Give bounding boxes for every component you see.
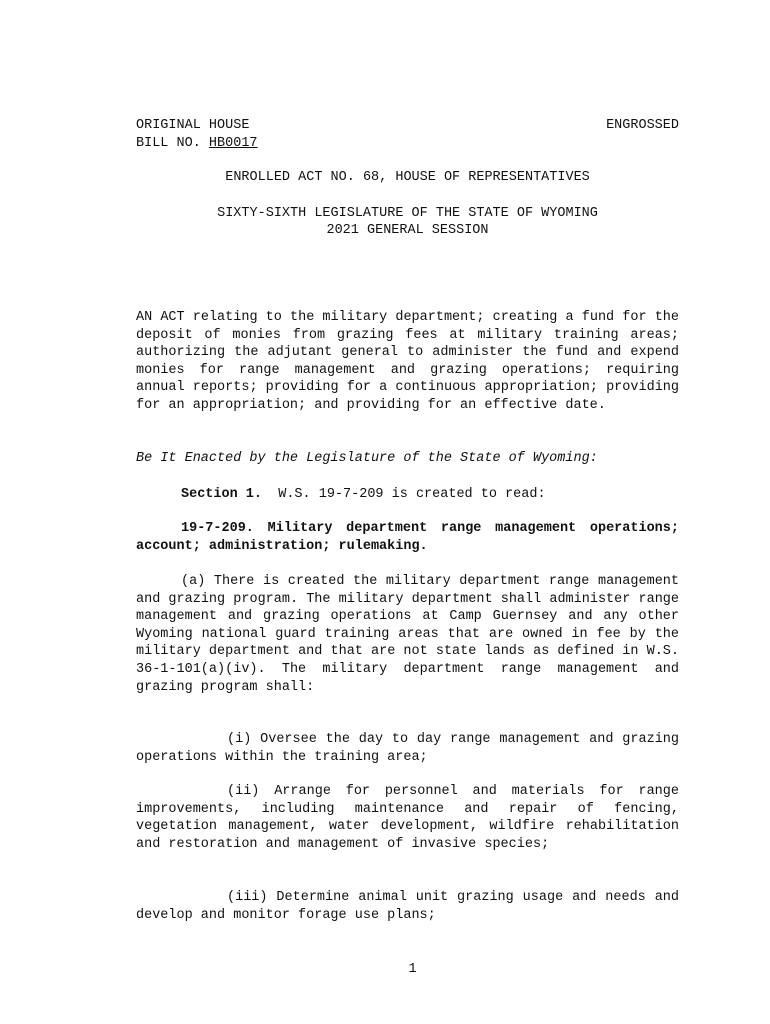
act-summary-paragraph: AN ACT relating to the military department; creating a fund for the deposit of monies from grazing fees at military training areas; authorizing the adjutant general to administer the fund and expend monies for range management and grazing operations; requiring annual reports; providing for a continuous appropriation; providing for an appropriation; and providing for an effective date. [136,310,679,413]
section-1-label: Section 1. [181,487,263,502]
page-number: 1 [408,962,417,977]
section-1-text: W.S. 19-7-209 is created to read: [278,487,546,502]
subsection-a-paragraph: (a) There is created the military department range management and grazing program. The military department shall administer range management and grazing operations at Camp Guernsey and any other Wyoming national guard training areas that are owned in fee by the military department and that are not state lands as defined in W.S. 36-1-101(a)(iv). The military department range management and grazing program shall: [136,574,679,695]
statute-heading: 19-7-209. Military department range management operations; account; administration; rulemaking. [136,521,679,554]
bill-number-line [136,135,679,153]
header-row [136,117,679,135]
section-1-line [181,486,679,504]
item-i-paragraph: (i) Oversee the day to day range management and grazing operations within the training area; [136,732,679,765]
original-house-label: ORIGINAL HOUSE [136,118,250,133]
engrossed-label: ENGROSSED [606,118,679,133]
item-iii-paragraph: (iii) Determine animal unit grazing usage and needs and develop and monitor forage use plans; [136,890,679,923]
bill-no-label: BILL NO. [136,136,201,151]
enrolled-act-title: ENROLLED ACT NO. 68, HOUSE OF REPRESENTATIVES [225,170,590,185]
enacting-clause: Be It Enacted by the Legislature of the State of Wyoming: [136,451,598,466]
item-ii-paragraph: (ii) Arrange for personnel and materials for range improvements, including maintenance and repair of fencing, vegetation management, water development, wildfire rehabilitation and restoration and management of invasive species; [136,784,679,852]
session-title: 2021 GENERAL SESSION [326,223,489,238]
legislature-title: SIXTY-SIXTH LEGISLATURE OF THE STATE OF WYOMING [217,206,598,221]
bill-number-link[interactable]: HB0017 [208,136,258,151]
